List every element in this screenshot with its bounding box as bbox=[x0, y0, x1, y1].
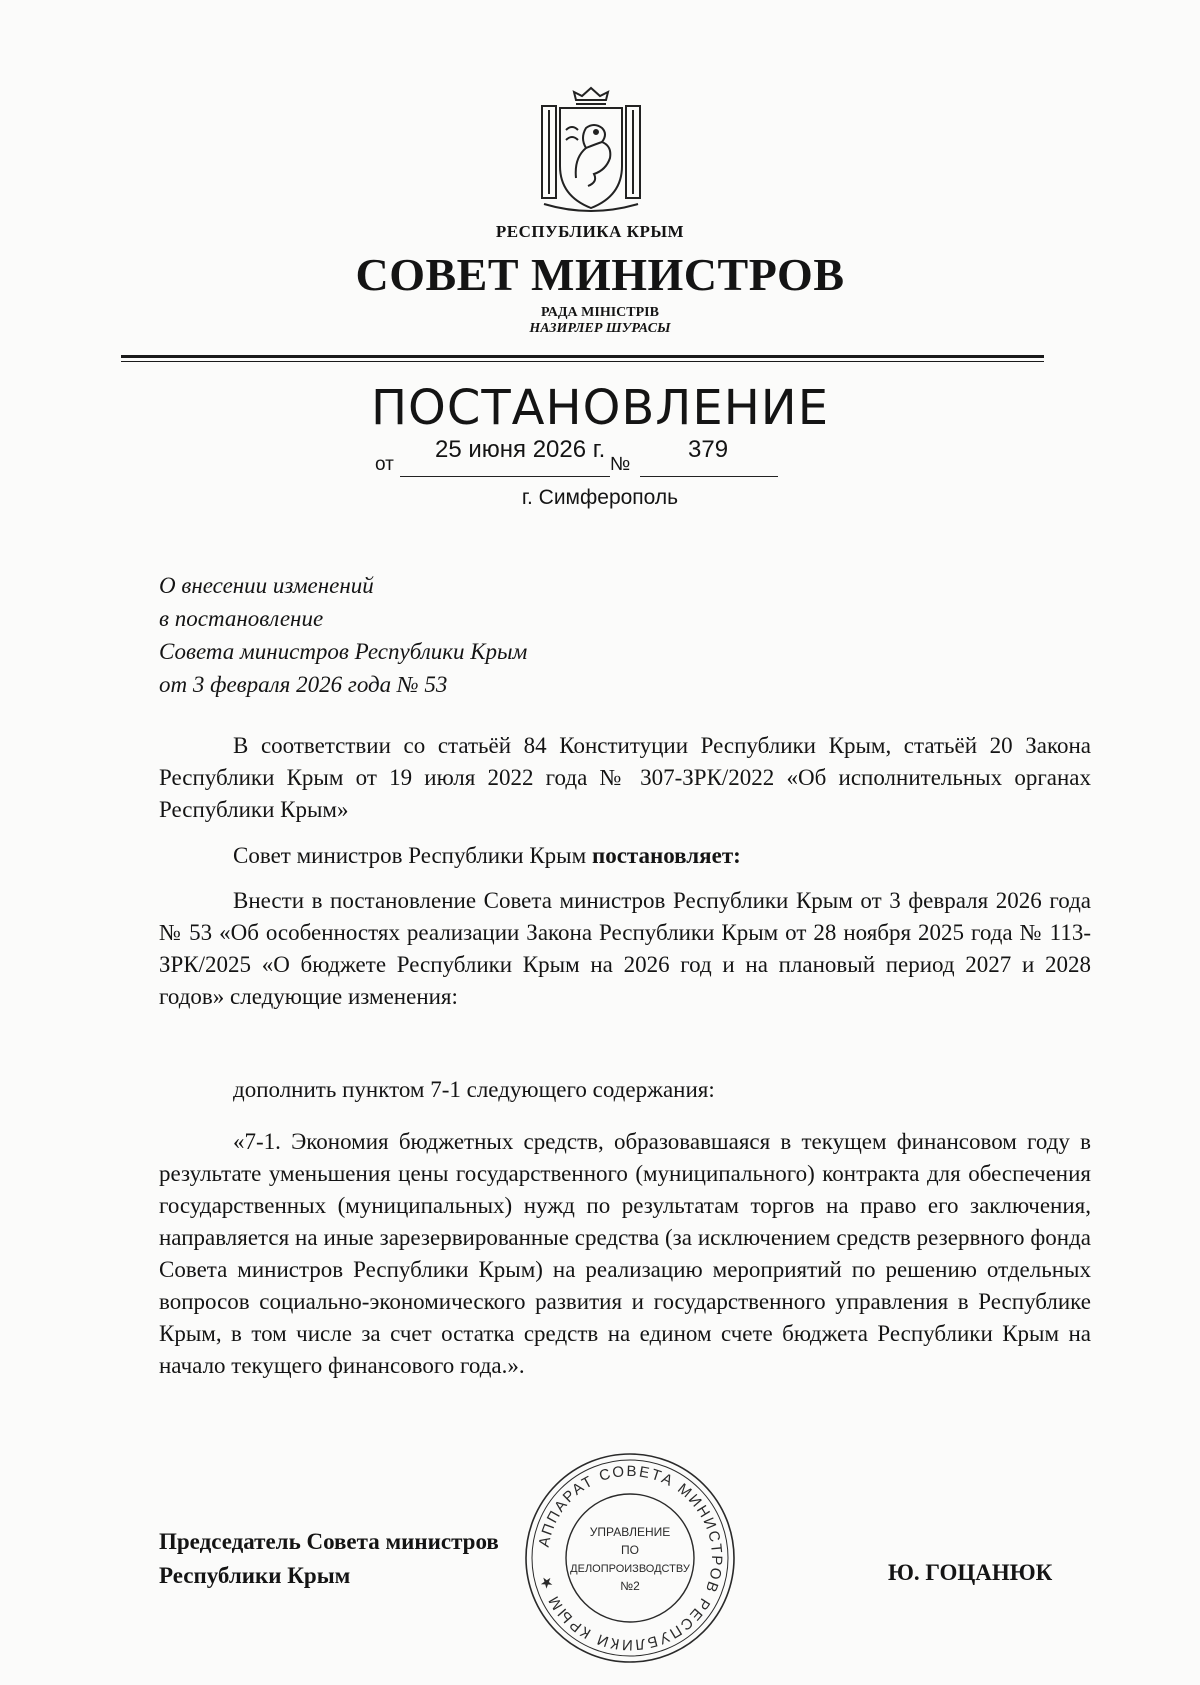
header-divider-thin bbox=[121, 361, 1044, 362]
header-divider bbox=[121, 355, 1044, 358]
svg-text:№2: №2 bbox=[620, 1579, 640, 1593]
date-prefix-label: от bbox=[375, 454, 394, 475]
svg-text:АППАРАТ СОВЕТА МИНИСТРОВ РЕСПУ: АППАРАТ СОВЕТА МИНИСТРОВ РЕСПУБЛИКИ КРЫМ ★ bbox=[535, 1462, 726, 1654]
resolves-keyword: постановляет: bbox=[591, 843, 741, 868]
document-number: 379 bbox=[688, 436, 729, 463]
svg-text:ПО: ПО bbox=[621, 1543, 639, 1557]
council-heading: СОВЕТ МИНИСТРОВ bbox=[355, 249, 845, 300]
addition-paragraph: дополнить пунктом 7-1 следующего содержания: bbox=[233, 1077, 715, 1102]
subject-line: Совета министров Республики Крым bbox=[159, 639, 528, 664]
crimea-coat-of-arms-icon bbox=[536, 86, 646, 216]
resolves-paragraph bbox=[159, 840, 1091, 872]
signer-title-line: Председатель Совета министров bbox=[159, 1529, 499, 1554]
subject-line: от 3 февраля 2026 года № 53 bbox=[159, 672, 448, 697]
signer-name: Ю. ГОЦАНЮК bbox=[888, 1560, 1053, 1585]
signer-title bbox=[159, 1525, 499, 1593]
round-office-stamp bbox=[520, 1448, 740, 1668]
rada-heading: РАДА МІНІСТРІВ bbox=[541, 305, 659, 320]
nazirler-heading: НАЗИРЛЕР ШУРАСЫ bbox=[529, 321, 671, 336]
document-date: 25 июня 2026 г. bbox=[435, 436, 606, 463]
signer-title-line: Республики Крым bbox=[159, 1563, 351, 1588]
amendment-paragraph: Внести в постановление Совета министров Республики Крым от 3 февраля 2026 года № 53 «Об особенностях реализации Закона Республики Крым от 28 ноября 2025 года № 113-ЗРК/2025 «О бюджете Республики Крым на 2026 год и на плановый период 2027 и 2028 годов» следующие изменения: bbox=[159, 888, 1091, 1009]
city-label: г. Симферополь bbox=[521, 486, 679, 509]
date-underline bbox=[400, 476, 610, 477]
republic-heading: РЕСПУБЛИКА КРЫМ bbox=[495, 222, 685, 241]
svg-text:ДЕЛОПРОИЗВОДСТВУ: ДЕЛОПРОИЗВОДСТВУ bbox=[570, 1563, 690, 1575]
svg-text:УПРАВЛЕНИЕ: УПРАВЛЕНИЕ bbox=[589, 1525, 671, 1539]
resolves-text: Совет министров Республики Крым bbox=[233, 843, 592, 868]
clause-7-1-paragraph: «7-1. Экономия бюджетных средств, образовавшаяся в текущем финансовом году в результате уменьшения цены государственного (муниципального) контракта для обеспечения государственных (муниципальных) нужд по результатам торгов на право его заключения, направляется на иные зарезервированные средства (за исключением средств резервного фонда Совета министров Республики Крым) на реализацию мероприятий по решению отдельных вопросов социально-экономического развития и государственного управления в Республике Крым, в том числе за счет остатка средств на едином счете бюджета Республики Крым на начало текущего финансового года.». bbox=[159, 1129, 1091, 1378]
preamble-paragraph: В соответствии со статьёй 84 Конституции Республики Крым, статьёй 20 Закона Республики Крым от 19 июля 2022 года № 307-ЗРК/2022 «Об исполнительных органах Республики Крым» bbox=[159, 733, 1091, 822]
subject-line: О внесении изменений bbox=[159, 573, 374, 598]
document-subject bbox=[159, 569, 527, 701]
number-label: № bbox=[610, 454, 631, 475]
document-type-title: ПОСТАНОВЛЕНИЕ bbox=[370, 380, 830, 436]
number-underline bbox=[640, 476, 778, 477]
date-number-row bbox=[375, 436, 795, 476]
subject-line: в постановление bbox=[159, 606, 324, 631]
